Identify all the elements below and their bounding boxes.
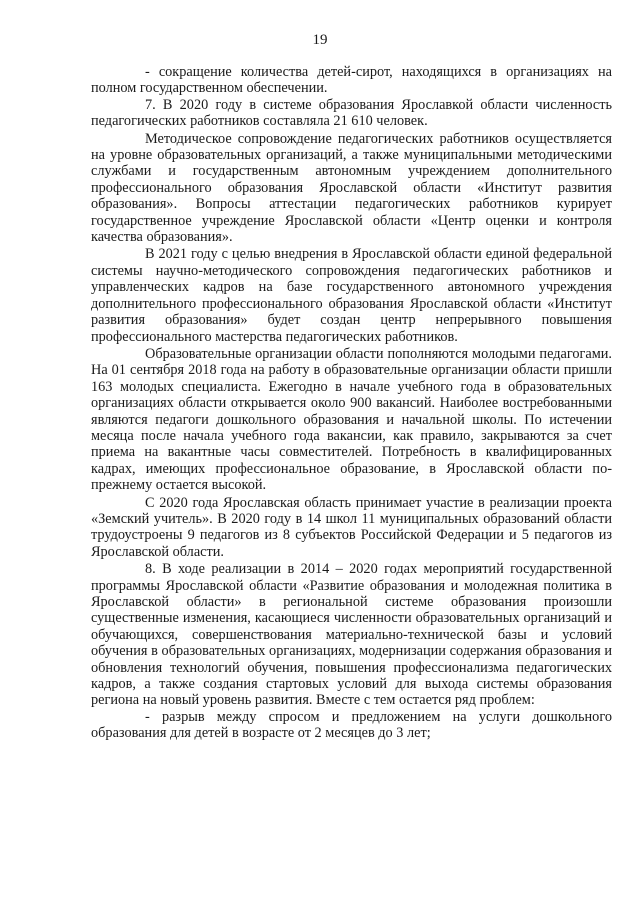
page-number: 19 [312,32,328,48]
paragraph-program-results: 8. В ходе реализации в 2014 – 2020 годах мероприятий государственной программы Ярославской области «Развитие образования и молодежная политика в Ярославской области» в региональной системе образования произошли существенные изменения, касающиеся численности образовательных организаций и обучающихся, совершенствования материально-технической базы и условий обучения в образовательных организациях, модернизации содержания образования и обновления технологий обучения, повышения профессионализма педагогических кадров, а также создания стартовых условий для выхода системы образования региона на новый уровень развития. Вместе с тем остается ряд проблем: [91,561,612,709]
document-body [91,64,612,742]
paragraph-orphans-reduction: - сокращение количества детей-сирот, находящихся в организациях на полном государственном обеспечении. [91,64,612,97]
paragraph-teachers-count: 7. В 2020 году в системе образования Ярославкой области численность педагогических работников составляла 21 610 человек. [91,96,612,130]
paragraph-methodical-support: Методическое сопровождение педагогических работников осуществляется на уровне образовательных организаций, а также муниципальными методическими службами и государственным автономным учреждением дополнительного профессионального образования Ярославской области «Институт развития образования». Вопросы аттестации педагогических работников курирует государственное учреждение Ярославской области «Центр оценки и контроля качества образования». [91,130,612,246]
paragraph-continuous-development-center: В 2021 году с целью внедрения в Ярославской области единой федеральной системы научно-методического сопровождения педагогических работников и управленческих кадров на базе государственного автономного учреждения дополнительного профессионального образования Ярославской области «Институт развития образования» будет создан центр непрерывного повышения профессионального мастерства педагогических работников. [91,246,612,345]
paragraph-preschool-gap: - разрыв между спросом и предложением на услуги дошкольного образования для детей в возрасте от 2 месяцев до 3 лет; [91,708,612,742]
paragraph-zemsky-teacher: С 2020 года Ярославская область принимает участие в реализации проекта «Земский учитель». В 2020 году в 14 школ 11 муниципальных образований области трудоустроены 9 педагогов из 8 субъектов Российской Федерации и 5 педагогов из Ярославской области. [91,494,612,560]
paragraph-young-teachers: Образовательные организации области пополняются молодыми педагогами. На 01 сентября 2018 года на работу в образовательные организации области пришли 163 молодых специалиста. Ежегодно в начале учебного года в образовательных организациях области открывается около 900 вакансий. Наиболее востребованными являются педагоги дошкольного образования и начальной школы. По истечении месяца после начала учебного года вакансии, как правило, закрываются за счет приема на вакантные часы совместителей. Потребность в квалифицированных кадрах, имеющих профессиональное образование, в Ярославской области по-прежнему остается высокой. [91,345,612,494]
